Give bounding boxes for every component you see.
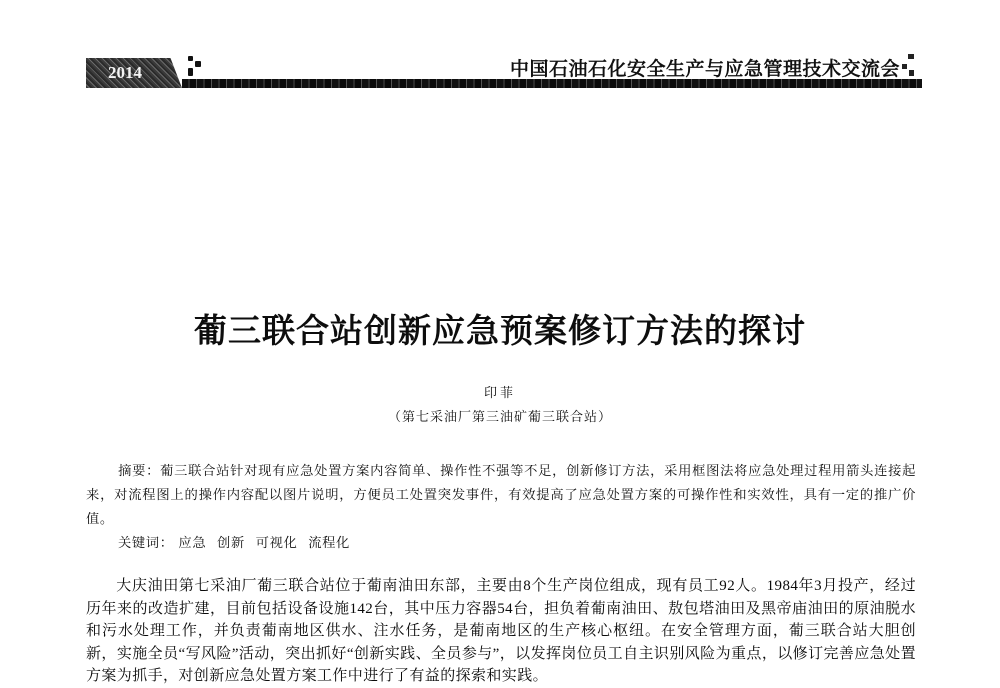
article-title: 葡三联合站创新应急预案修订方法的探讨 [194,311,806,350]
author-affiliation: （第七采油厂第三油矿葡三联合站） [387,410,612,425]
abstract [86,460,916,532]
abstract-label: 摘要： [118,464,161,479]
page-header [86,54,922,88]
abstract-text: 葡三联合站针对现有应急处置方案内容简单、操作性不强等不足，创新修订方法，采用框图法将应急处理过程用箭头连接起来，对流程图上的操作内容配以图片说明，方便员工处置突发事件，有效提高了应急处置方案的可操作性和实效性，具有一定的推广价值。 [86,464,916,527]
keyword: 创新 [217,536,245,551]
keyword: 应急 [178,536,207,551]
body-paragraph-text: 大庆油田第七采油厂葡三联合站位于葡南油田东部，主要由8个生产岗位组成，现有员工92人。1984年3月投产，经过历年来的改造扩建，目前包括设备设施142台，其中压力容器54台，担负着葡南油田、敖包塔油田及黑帝庙油田的原油脱水和污水处理工作，并负责葡南地区供水、注水任务，是葡南地区的生产核心枢纽。在安全管理方面，葡三联合站大胆创新，实施全员“写风险”活动，突出抓好“创新实践、全员参与”，以发挥岗位员工自主识别风险为重点，以修订完善应急处置方案为抓手，对创新应急处置方案工作中进行了有益的探索和实践。 [86,578,916,684]
author-name: 印菲 [483,386,516,401]
conference-title: 中国石油石化安全生产与应急管理技术交流会 [509,58,900,80]
header-corner-ornament-icon [902,54,916,80]
keywords [118,532,356,551]
body-paragraph [86,575,916,688]
header-year: 2014 [108,63,142,82]
keyword: 可视化 [255,536,298,551]
keywords-label: 关键词： [118,536,174,551]
keyword: 流程化 [308,536,350,551]
